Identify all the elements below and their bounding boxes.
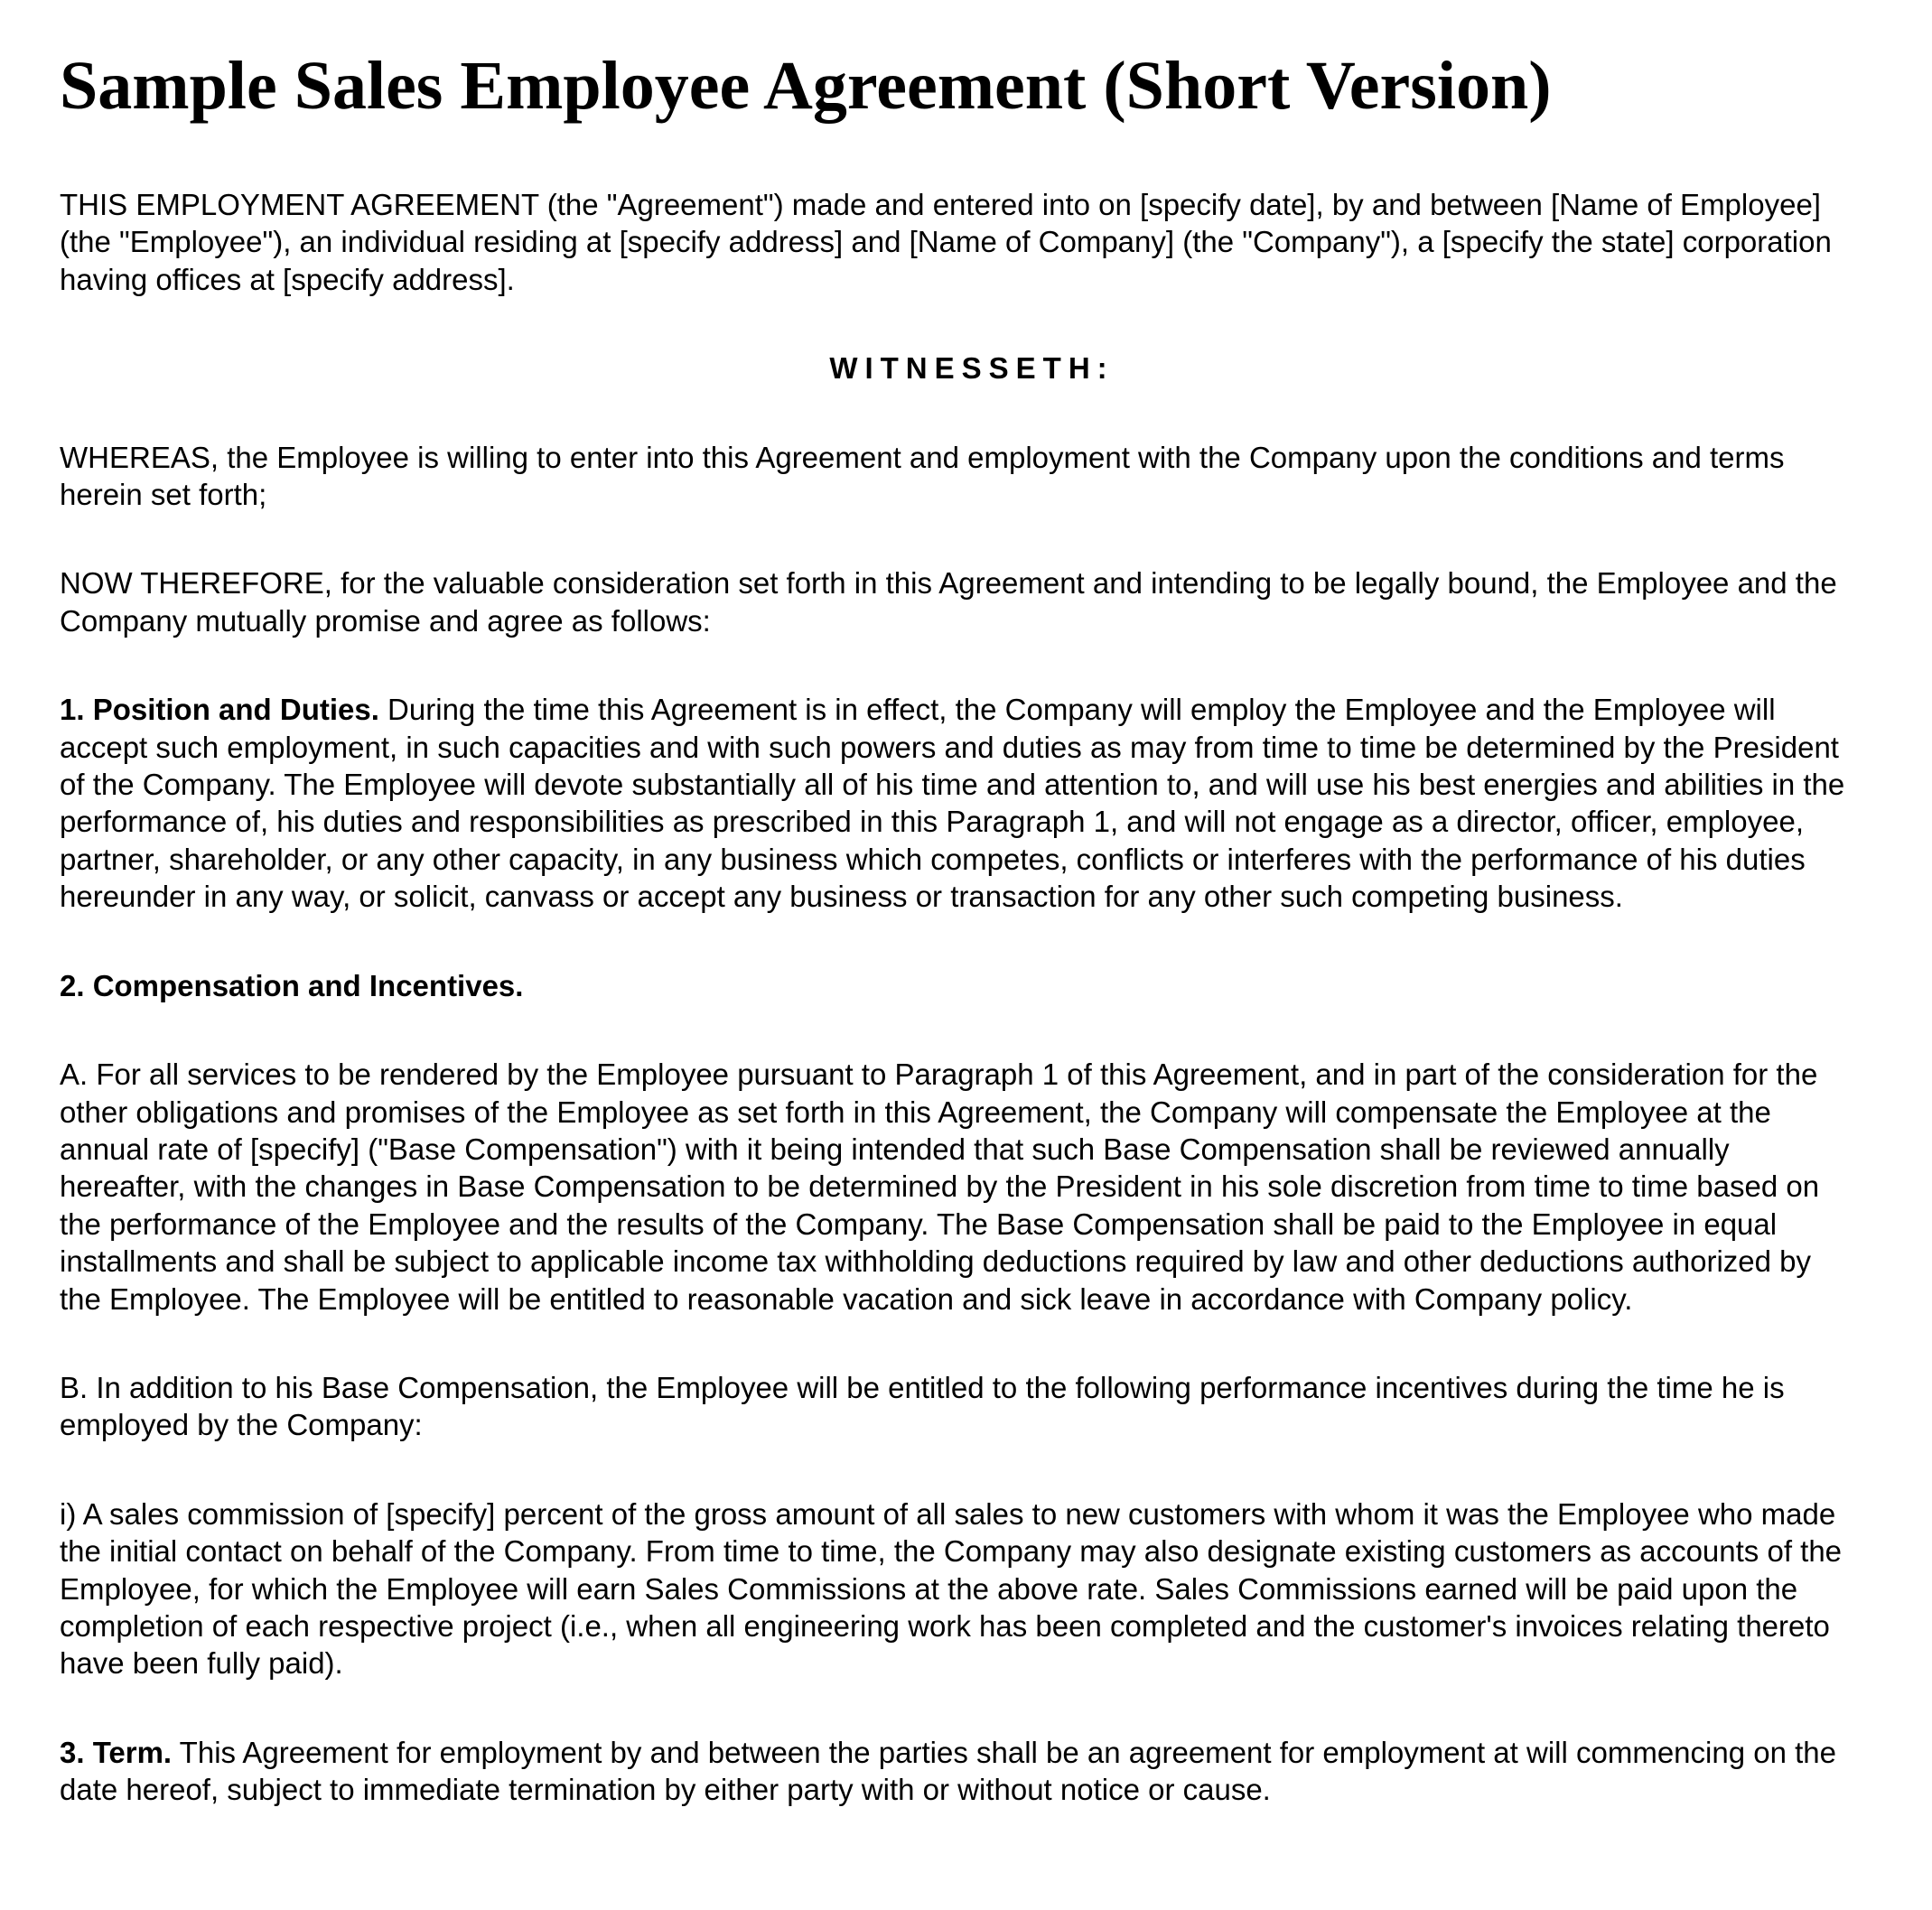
section-2b-paragraph: B. In addition to his Base Compensation, the Employee will be entitled to the following performance incentives during the time he is employed by the Company: (60, 1370, 1785, 1442)
section-3-text: This Agreement for employment by and between the parties shall be an agreement for employment at will commencing on the date hereof, subject to immediate termination by either party with or without notice or cause. (60, 1735, 1836, 1807)
document-title: Sample Sales Employee Agreement (Short Version) (60, 48, 1552, 124)
whereas-paragraph: WHEREAS, the Employee is willing to enter into this Agreement and employment with the Company upon the conditions and terms herein set forth; (60, 440, 1785, 512)
section-3-heading: 3. Term. (60, 1735, 173, 1769)
section-1-heading: 1. Position and Duties. (60, 693, 379, 727)
section-1-text: During the time this Agreement is in effect, the Company will employ the Employee and the Employee will accept such employment, in such capacities and with such powers and duties as may from time to time be determined by the President of the Company. The Employee will devote substantially all of his time and attention to, and will use his best energies and abilities in the performance of, his duties and responsibilities as prescribed in this Paragraph 1, and will not engage as a director, officer, employee, partner, shareholder, or any other capacity, in any business which competes, conflicts or interferes with the performance of his duties hereunder in any way, or solicit, canvass or accept any business or transaction for any other such competing business. (60, 693, 1845, 914)
witnesseth-heading: WITNESSETH: (829, 351, 1115, 386)
section-2-heading: 2. Compensation and Incentives. (60, 968, 524, 1002)
section-3-paragraph (60, 1734, 1857, 1809)
section-2a-paragraph: A. For all services to be rendered by the Employee pursuant to Paragraph 1 of this Agreement, and in part of the consideration for the other obligations and promises of the Employee as set forth in this Agreement, the Company will compensate the Employee at the annual rate of [specify] ("Base Compensation") with it being intended that such Base Compensation shall be reviewed annually hereafter, with the changes in Base Compensation to be determined by the President in his sole discretion from time to time based on the performance of the Employee and the results of the Company. The Base Compensation shall be paid to the Employee in equal installments and shall be subject to applicable income tax withholding deductions required by law and other deductions authorized by the Employee. The Employee will be entitled to reasonable vacation and sick leave in accordance with Company policy. (60, 1057, 1820, 1316)
intro-paragraph: THIS EMPLOYMENT AGREEMENT (the "Agreement") made and entered into on [specify date], by and between [Name of Employee] (the "Employee"), an individual residing at [specify address] and [Name of Company] (the "Company"), a [specify the state] corporation having offices at [specify address]. (60, 188, 1832, 296)
document-page (60, 45, 1857, 1860)
section-2b-i-paragraph: i) A sales commission of [specify] percent of the gross amount of all sales to new customers with whom it was the Employee who made the initial contact on behalf of the Company. From time to time, the Company may also designate existing customers as accounts of the Employee, for which the Employee will earn Sales Commissions at the above rate. Sales Commissions earned will be paid upon the completion of each respective project (i.e., when all engineering work has been completed and the customer's invoices relating thereto have been fully paid). (60, 1496, 1843, 1681)
section-1-paragraph (60, 691, 1857, 915)
now-therefore-paragraph: NOW THEREFORE, for the valuable consideration set forth in this Agreement and intending to be legally bound, the Employee and the Company mutually promise and agree as follows: (60, 566, 1837, 638)
